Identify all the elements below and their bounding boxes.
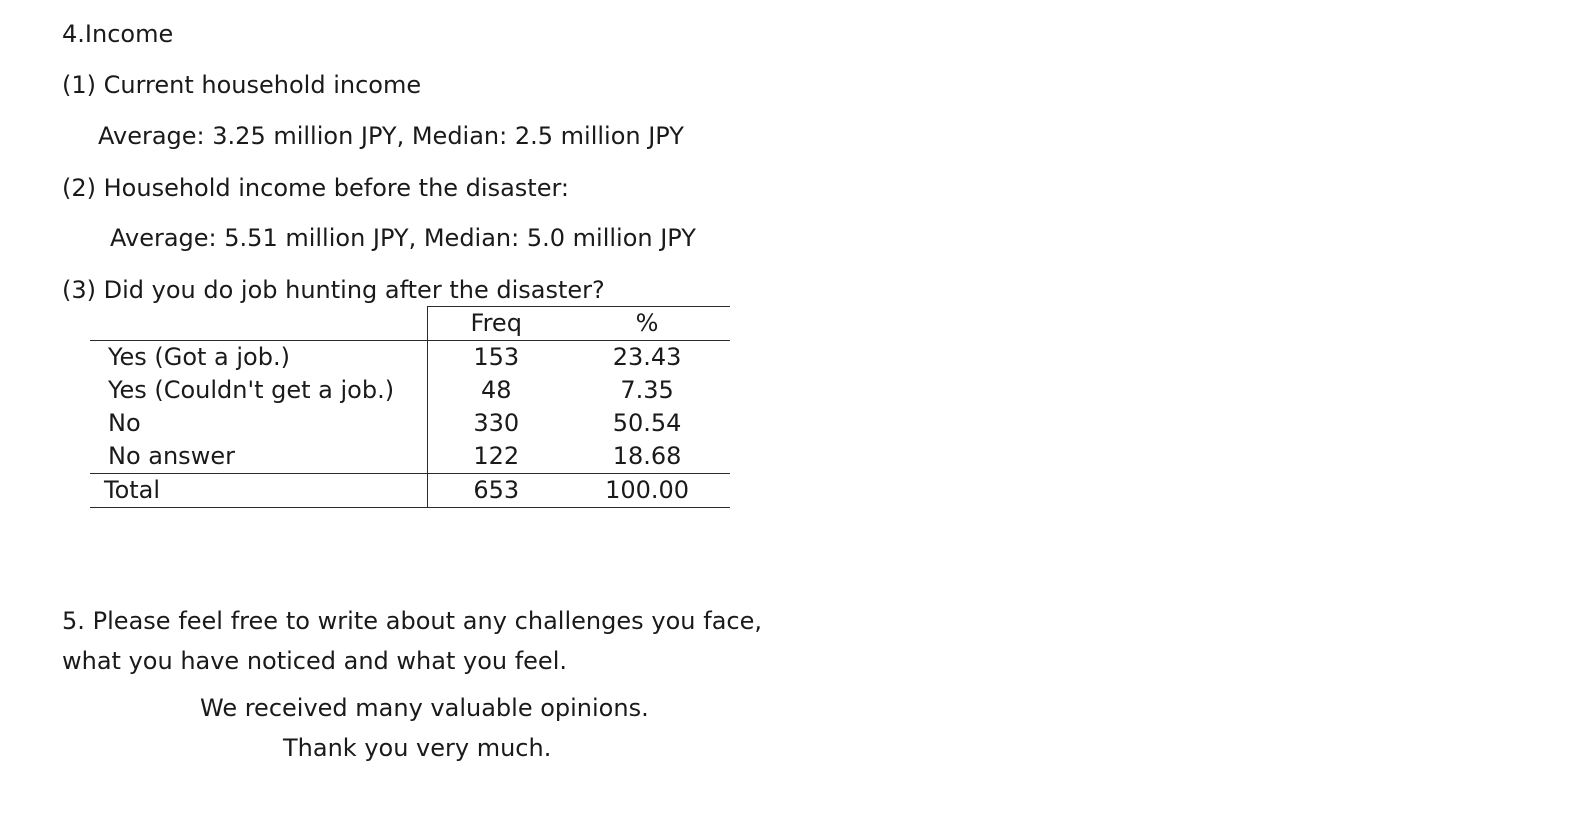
row-label: Yes (Couldn't get a job.) (90, 374, 428, 407)
row-freq: 48 (480, 376, 512, 404)
table-header-blank (90, 307, 428, 341)
total-label: Total (90, 474, 428, 508)
row-label: Yes (Got a job.) (90, 341, 428, 375)
row-pct: 7.35 (620, 376, 674, 404)
row-freq: 122 (473, 442, 520, 470)
closing-line-2: Thank you very much. (283, 734, 552, 762)
question-5: 5. Please feel free to write about any challenges you face, what you have noticed and what you feel. (62, 607, 762, 675)
section-heading: 4.Income (62, 20, 174, 48)
closing-line-1: We received many valuable opinions. (200, 694, 649, 722)
table-header-pct: % (564, 307, 730, 341)
table-header-freq: Freq (428, 307, 564, 341)
table-total-row (90, 474, 730, 508)
item-3-label: (3) Did you do job hunting after the disaster? (62, 276, 605, 304)
table-row (90, 374, 730, 407)
row-pct: 18.68 (612, 442, 682, 470)
table-header-row (90, 307, 730, 341)
row-pct: 23.43 (564, 341, 730, 375)
item-2-detail: Average: 5.51 million JPY, Median: 5.0 million JPY (110, 224, 696, 252)
item-2-label: (2) Household income before the disaster: (62, 174, 569, 202)
job-hunting-table (90, 306, 730, 508)
row-freq: 330 (473, 409, 520, 437)
row-label: No (90, 407, 428, 440)
table-row (90, 341, 730, 375)
row-label: No answer (90, 440, 428, 474)
frequency-table (90, 306, 730, 508)
item-1-detail: Average: 3.25 million JPY, Median: 2.5 million JPY (98, 122, 684, 150)
table-row (90, 407, 730, 440)
total-pct: 100.00 (564, 474, 730, 508)
row-pct: 50.54 (612, 409, 682, 437)
item-1-label: (1) Current household income (62, 71, 422, 99)
table-row (90, 440, 730, 474)
row-freq: 153 (428, 341, 564, 375)
total-freq: 653 (428, 474, 564, 508)
